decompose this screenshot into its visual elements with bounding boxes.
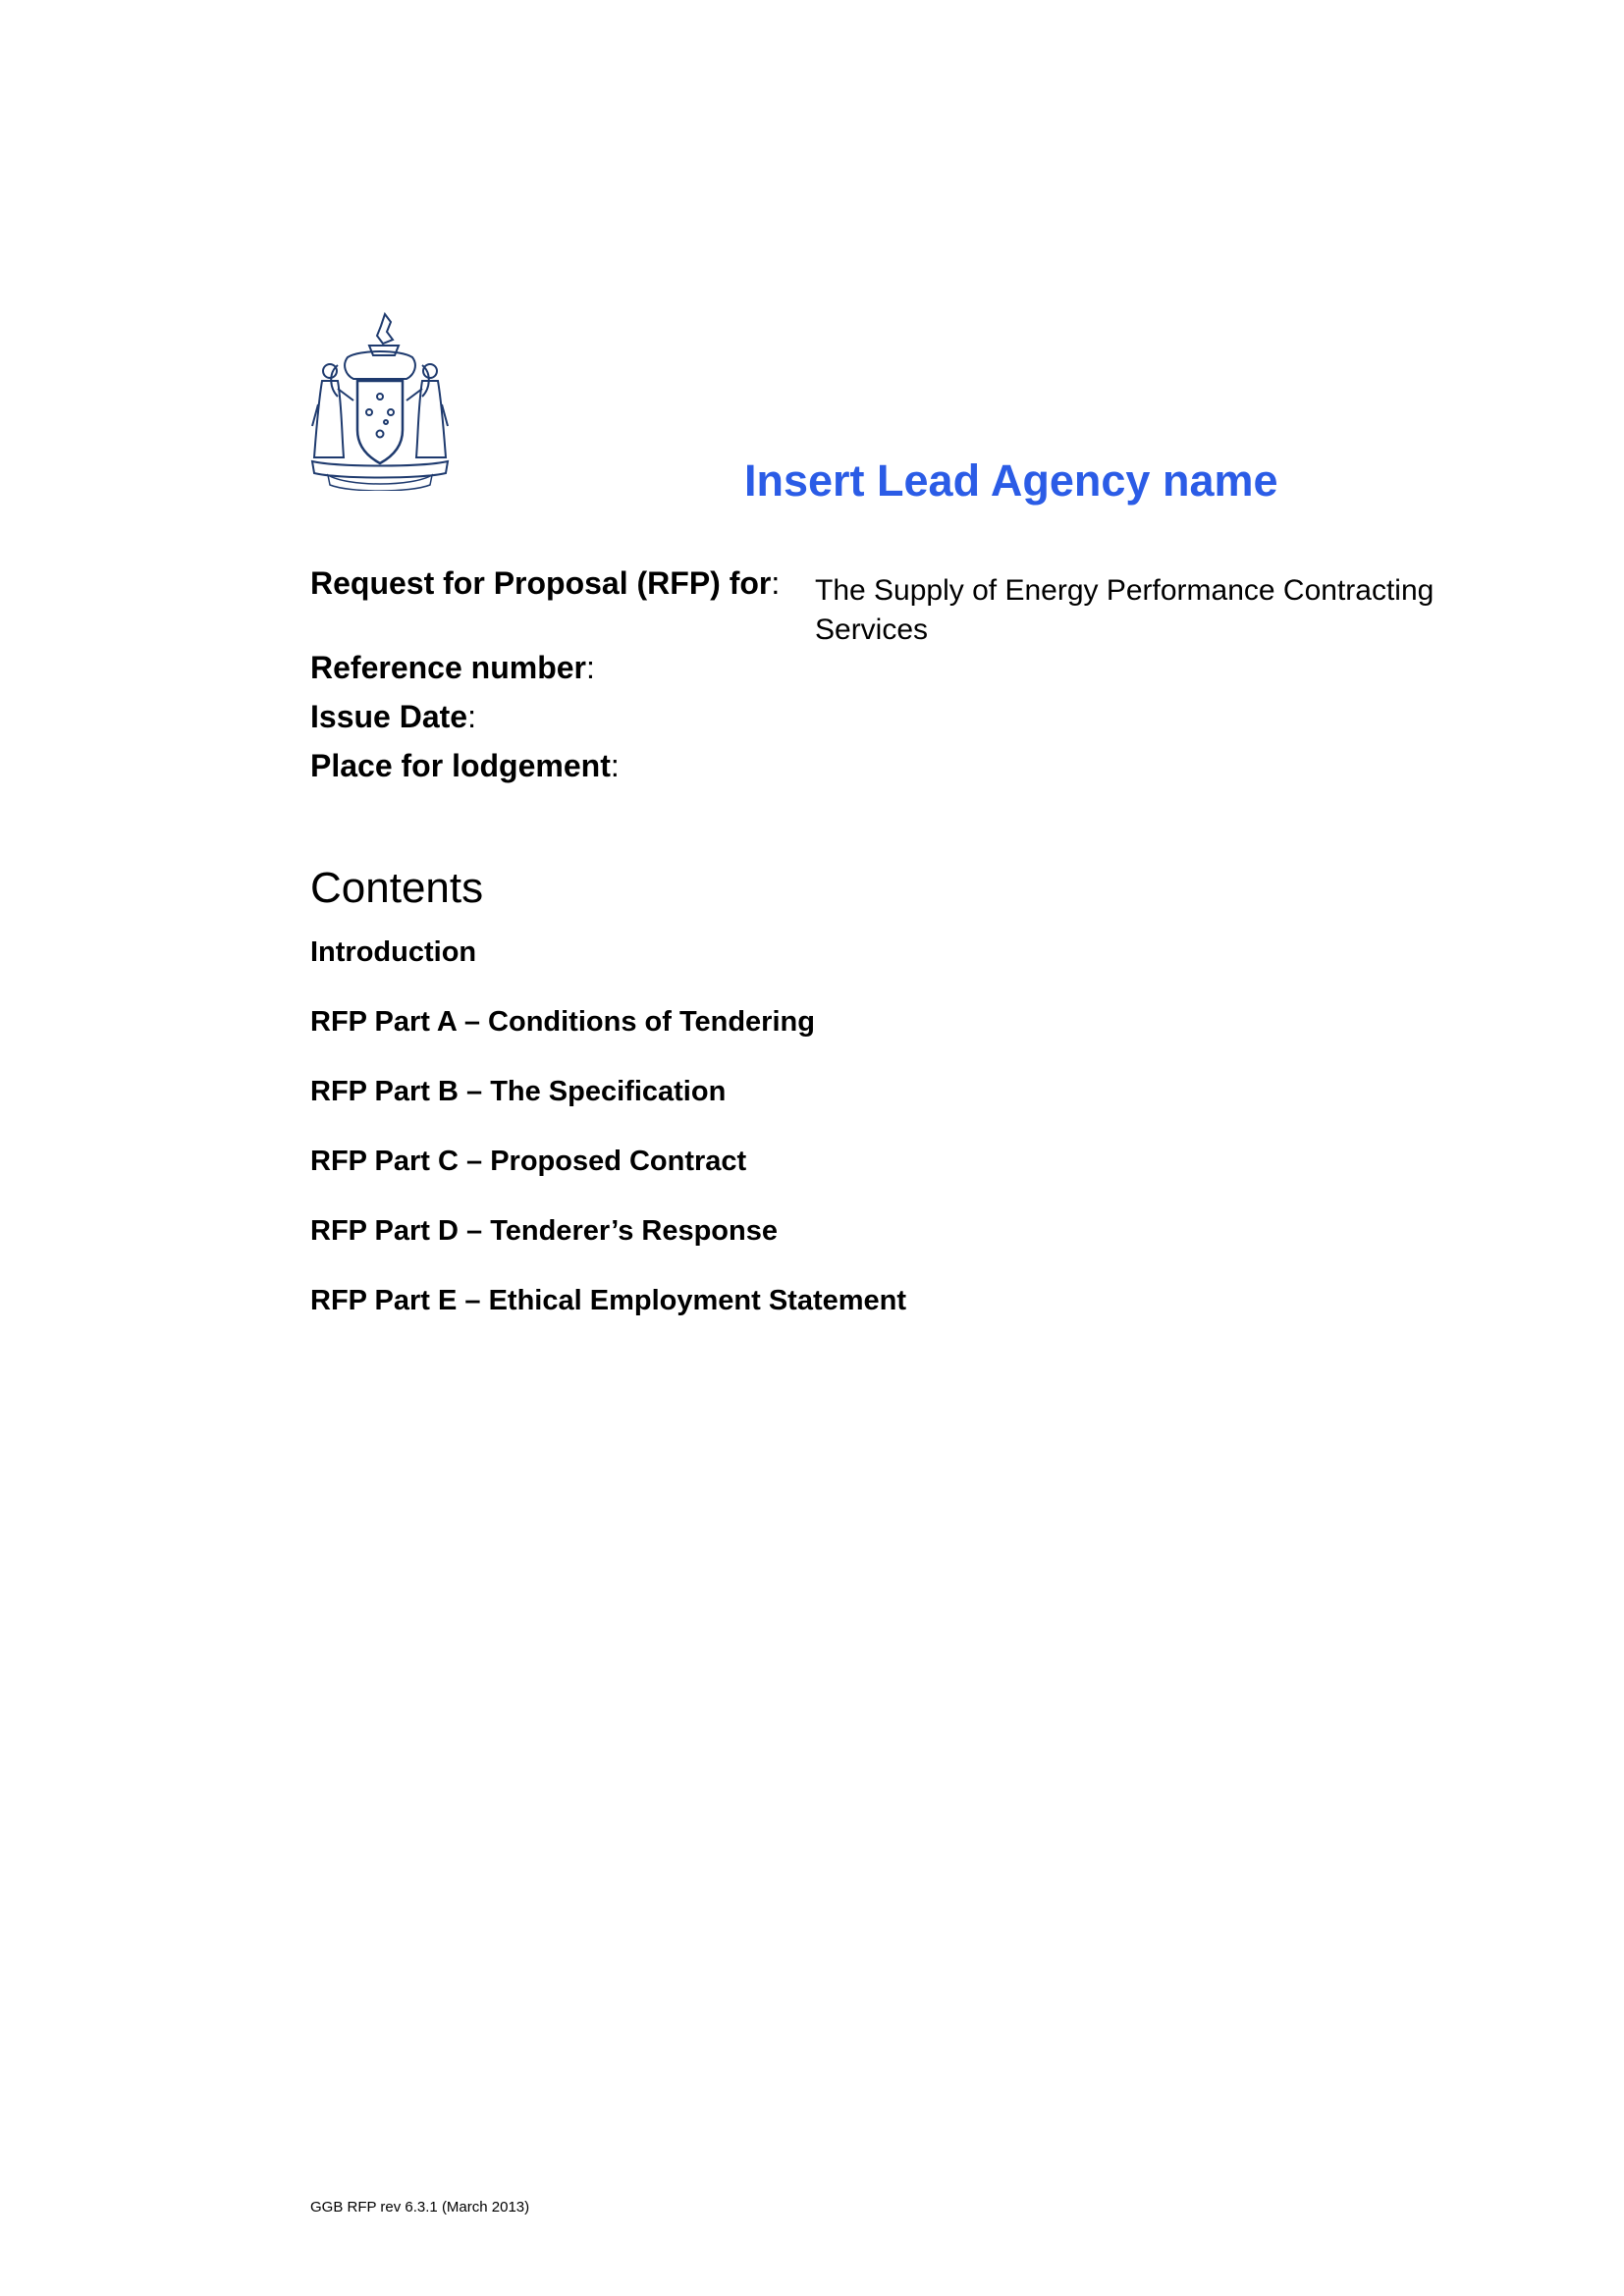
reference-label: Reference number [310,650,586,685]
agency-name: Insert Lead Agency name [744,455,1278,506]
lodgement-label: Place for lodgement [310,748,611,783]
toc-item-part-e[interactable]: RFP Part E – Ethical Employment Statement [310,1285,907,1316]
colon: : [610,748,620,783]
colon: : [771,565,781,601]
toc-item-part-b[interactable]: RFP Part B – The Specification [310,1076,727,1107]
contents-heading: Contents [310,864,484,912]
toc-item-part-d[interactable]: RFP Part D – Tenderer’s Response [310,1215,778,1247]
colon: : [467,699,476,734]
toc-item-introduction[interactable]: Introduction [310,936,477,968]
footer-revision: GGB RFP rev 6.3.1 (March 2013) [310,2199,530,2216]
rfp-for-row [310,565,780,602]
coat-of-arms-icon [308,310,452,491]
toc-item-part-c[interactable]: RFP Part C – Proposed Contract [310,1146,747,1177]
toc-item-part-a[interactable]: RFP Part A – Conditions of Tendering [310,1006,815,1038]
colon: : [585,650,595,685]
lodgement-row [310,748,620,784]
issue-date-row [310,699,476,735]
rfp-for-label: Request for Proposal (RFP) for [310,565,772,601]
issue-date-label: Issue Date [310,699,468,734]
rfp-for-value: The Supply of Energy Performance Contracting Services [815,574,1435,646]
reference-row [310,650,595,686]
